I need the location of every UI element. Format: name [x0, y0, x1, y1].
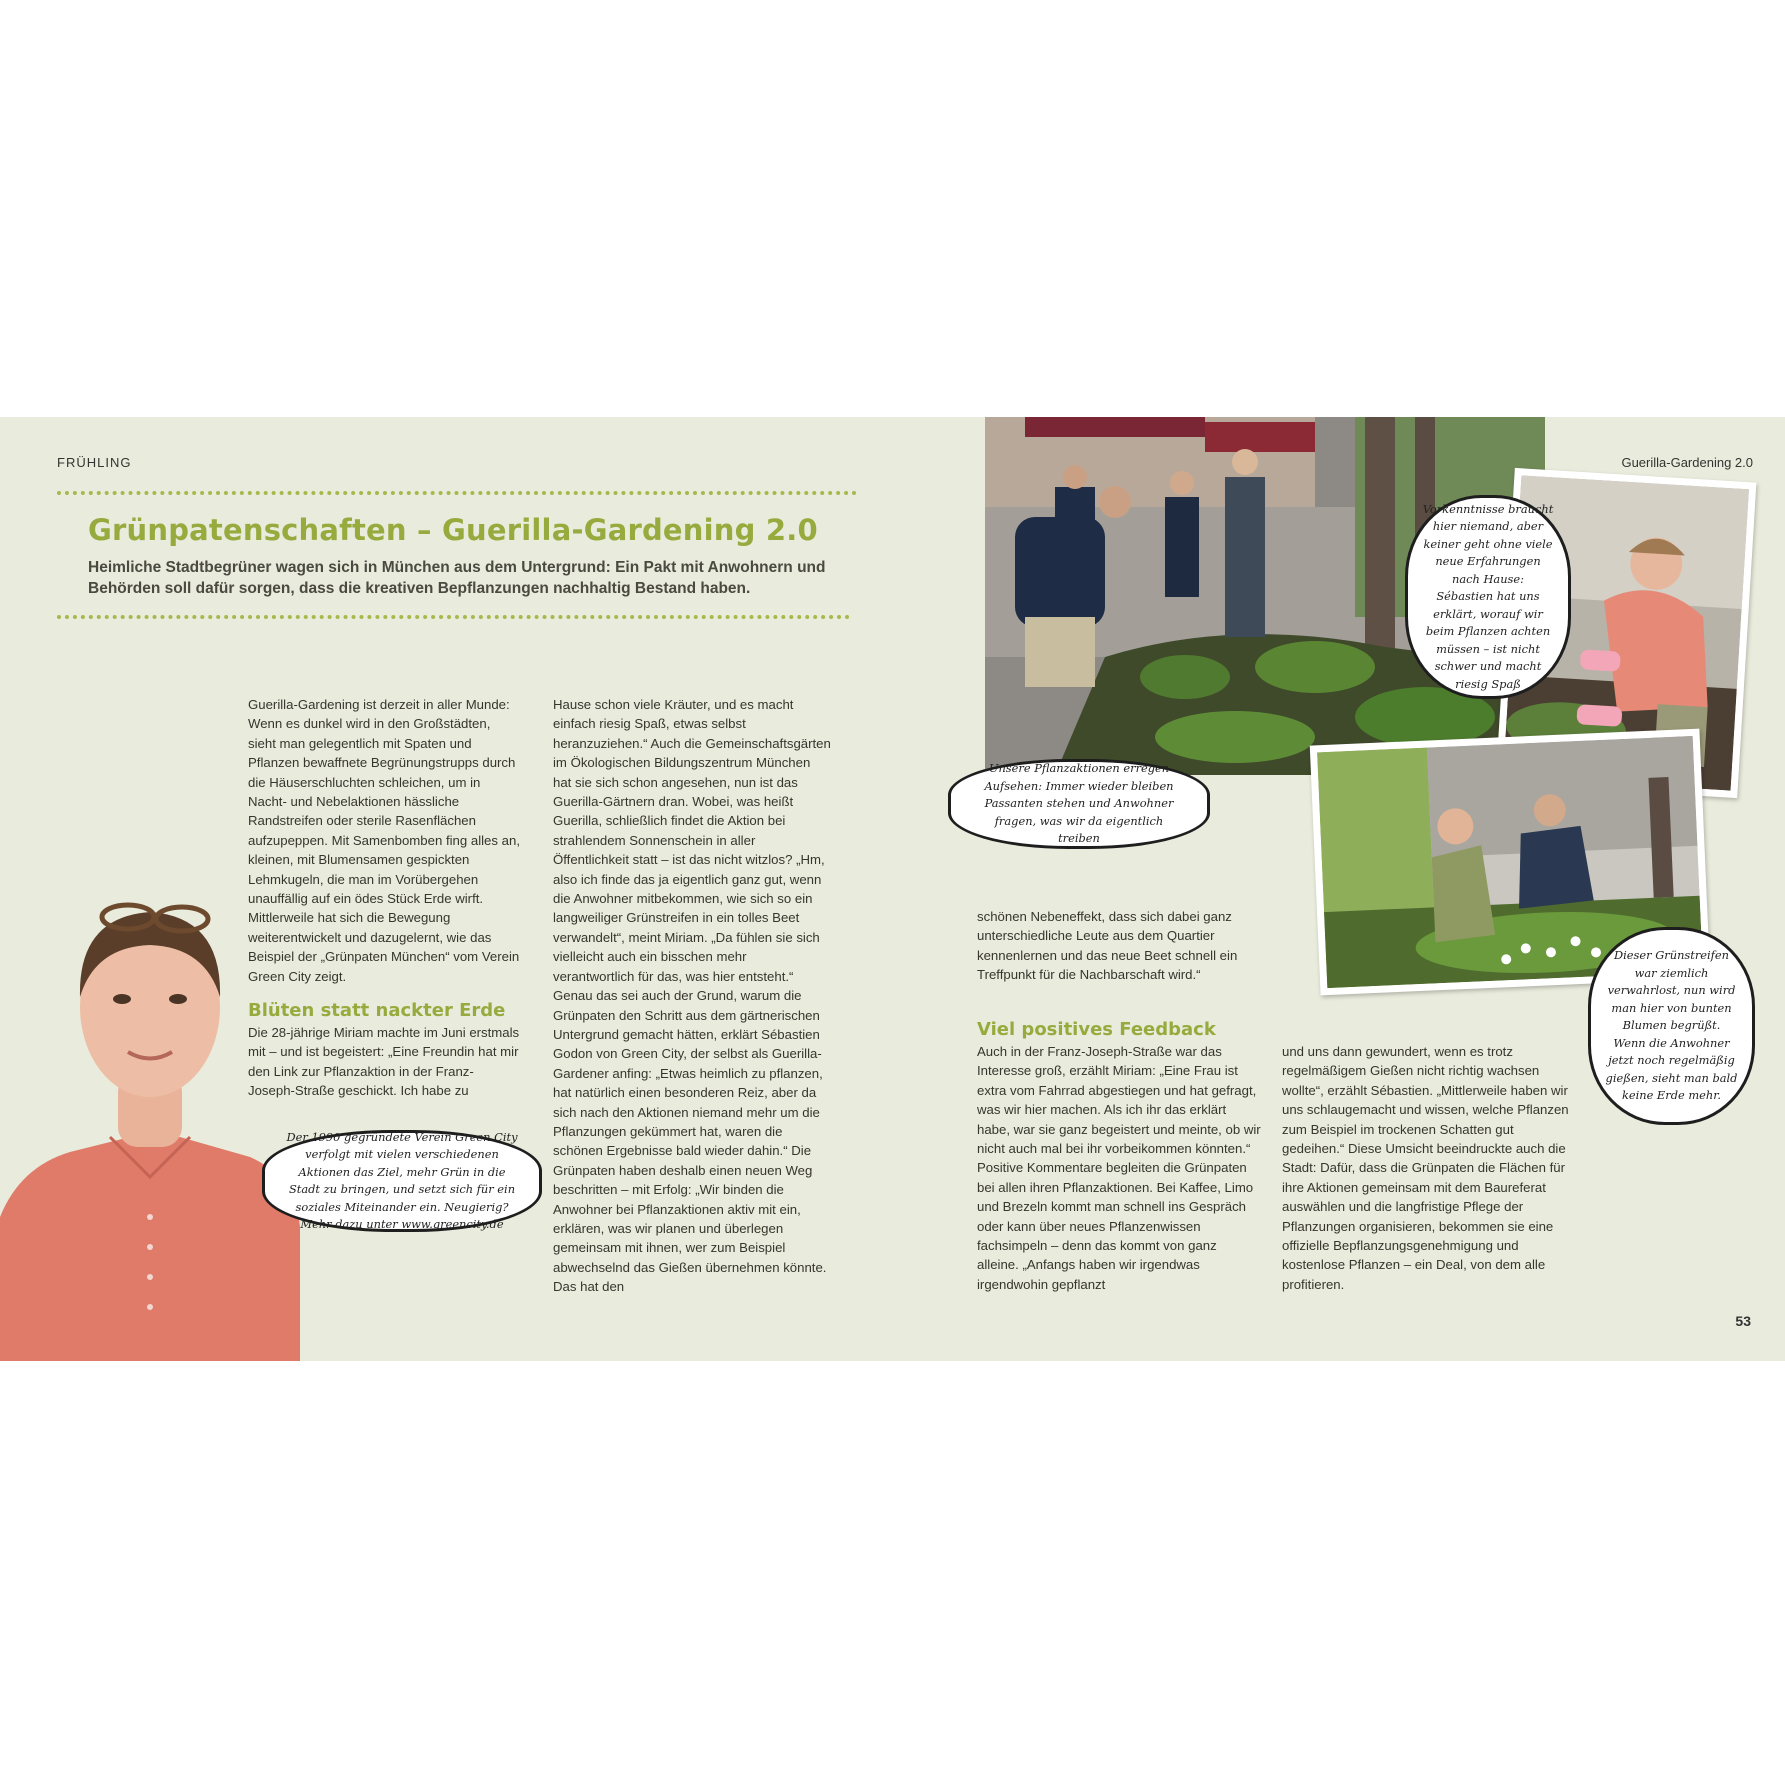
bubble-text-aufsehen: Unsere Pflanzaktionen erregen Aufsehen: Immer wieder bleiben Passanten stehen und Anwohner fragen, was wir da eigentlich treiben	[984, 761, 1174, 846]
speech-bubble-green-city	[262, 1130, 542, 1232]
section-label-left: FRÜHLING	[57, 455, 132, 470]
paragraph-miriam: Die 28-jährige Miriam machte im Juni erstmals mit – und ist begeistert: „Eine Freundin hat mir den Link zur Pflanzaktion in der Franz-Joseph-Straße geschickt. Ich habe zu	[248, 1025, 520, 1099]
text-column-2	[553, 695, 831, 1297]
paragraph-intro: Guerilla-Gardening ist derzeit in aller Munde: Wenn es dunkel wird in den Großstädten, sieht man gelegentlich mit Spaten und Pflanzen bewaffnete Begrünungstrupps durch die Häuserschluchten schleichen, um in Nacht- und Nebelaktionen hässliche Randstreifen oder sterile Rasenflächen aufzupeppen. Mit Samenbomben fing alles an, kleinen, mit Blumensamen gespickten Lehmkugeln, die man im Vorübergehen unauffällig auf ein ödes Stück Erde wirft. Mittlerweile hat sich die Bewegung weiterentwickelt und dazugelernt, wie das Beispiel der „Grünpaten München“ vom Verein Green City zeigt.	[248, 697, 520, 984]
text-column-1b	[248, 1023, 520, 1101]
paragraph-nebeneffekt: schönen Nebeneffekt, dass sich dabei ganz unterschiedliche Leute aus dem Quartier kennenlernen und das neue Beet schnell ein Treffpunkt für die Nachbarschaft wird.“	[977, 909, 1238, 983]
text-column-4	[1282, 1042, 1572, 1294]
speech-bubble-gruenstreifen	[1588, 927, 1755, 1125]
paragraph-umsicht: und uns dann gewundert, wenn es trotz regelmäßigem Gießen nicht richtig wachsen wollte“, erzählt Sébastien. „Mittlerweile haben wir uns schlaugemacht und wissen, welche Pflanzen zum Beispiel im trockenen Schatten gut gedeihen.“ Diese Umsicht beeindruckte auch die Stadt: Dafür, dass die Grünpaten die Flächen für ihre Aktionen gemeinsam mit dem Baureferat auswählen und die langfristige Pflege der Pflanzungen organisieren, bekommen sie eine offizielle Bepflanzungsgenehmigung und kostenlose Pflanzen – ein Deal, von dem alle profitieren.	[1282, 1044, 1569, 1292]
section-label-right: Guerilla-Gardening 2.0	[1621, 455, 1753, 470]
text-column-1	[248, 695, 520, 986]
dotted-rule-bottom	[57, 615, 850, 619]
article-lead: Heimliche Stadtbegrüner wagen sich in München aus dem Untergrund: Ein Pakt mit Anwohnern und Behörden soll dafür sorgen, dass die kreativen Bepflanzungen nachhaltig Bestand haben.	[88, 559, 826, 597]
paragraph-column-2: Hause schon viele Kräuter, und es macht einfach riesig Spaß, etwas selbst heranzuziehen.“ Auch die Gemeinschaftsgärten im Ökologischen Bildungszentrum München hat sie sich schon angesehen, nun ist das Guerilla-Gärtnern dran. Wobei, was heißt Guerilla, schließlich findet die Aktion bei strahlendem Sonnenschein in aller Öffentlichkeit statt – ist das nicht witzlos? „Hm, also ich finde das ja eigentlich ganz gut, wenn die Anwohner mitbekommen, wie sich so ein langweiliger Grünstreifen in ein tolles Beet verwandelt“, meint Miriam. „Da fühlen sie sich vielleicht auch ein bisschen mehr verantwortlich für das, was hier entsteht.“ Genau das sei auch der Grund, warum die Grünpaten den Schritt aus dem gärtnerischen Untergrund gemacht hätten, erklärt Sébastien Godon von Green City, der selbst als Guerilla-Gardener anfing: „Etwas heimlich zu pflanzen, hat natürlich einen besonderen Reiz, aber da sich nach den Aktionen niemand mehr um die Pflanzungen gekümmert hat, waren die schönen Ergebnisse bald wieder dahin.“ Die Grünpaten haben deshalb einen neuen Weg beschritten – mit Erfolg: „Wir binden die Anwohner bei Pflanzaktionen aktiv mit ein, erklären, was wir planen und überlegen gemeinsam mit ihnen, wer zum Beispiel abwechselnd das Gießen übernehmen könnte. Das hat den	[553, 697, 831, 1295]
speech-bubble-aufsehen	[948, 759, 1210, 849]
speech-bubble-vorkenntnisse	[1405, 495, 1571, 699]
dotted-rule-top	[57, 491, 857, 495]
bubble-text-green-city: Der 1990 gegründete Verein Green City verfolgt mit vielen verschiedenen Aktionen das Ziel, mehr Grün in die Stadt zu bringen, und setzt sich für ein soziales Miteinander ein. Neugierig? Mehr dazu unter www.greencity.de	[286, 1129, 518, 1231]
text-column-3b	[977, 1042, 1262, 1294]
bubble-text-gruenstreifen: Dieser Grünstreifen war ziemlich verwahrlost, nun wird man hier von bunten Blumen begrüßt. Wenn die Anwohner jetzt noch regelmäßig gießen, sieht man bald keine Erde mehr.	[1605, 948, 1738, 1103]
paragraph-feedback: Auch in der Franz-Joseph-Straße war das Interesse groß, erzählt Miriam: „Eine Frau ist extra vom Fahrrad abgestiegen und hat gefragt, was wir hier machen. Als ich ihr das erklärt habe, war sie ganz begeistert und meinte, ob wir nicht auch mal bei ihr vorbeikommen könnten.“ Positive Kommentare begleiten die Grünpaten bei allen ihren Pflanzaktionen. Bei Kaffee, Limo und Brezeln kommt man schnell ins Gespräch oder kann über neues Pflanzenwissen fachsimpeln – denn das kommt von ganz alleine. „Anfangs haben wir irgendwas irgendwohin gepflanzt	[977, 1044, 1261, 1292]
text-column-3	[977, 907, 1262, 985]
magazine-spread	[0, 417, 1785, 1361]
bubble-text-vorkenntnisse: Vorkenntnisse braucht hier niemand, aber keiner geht ohne viele neue Erfahrungen nach Hause: Sébastien hat uns erklärt, worauf wir beim Pflanzen achten müssen – ist nicht schwer und macht riesig Spaß	[1422, 501, 1554, 691]
subhead-blueten: Blüten statt nackter Erde	[248, 1000, 506, 1021]
article-title: Grünpatenschaften – Guerilla-Gardening 2.0	[88, 513, 818, 547]
subhead-feedback: Viel positives Feedback	[977, 1019, 1216, 1040]
page-number: 53	[1735, 1313, 1751, 1329]
